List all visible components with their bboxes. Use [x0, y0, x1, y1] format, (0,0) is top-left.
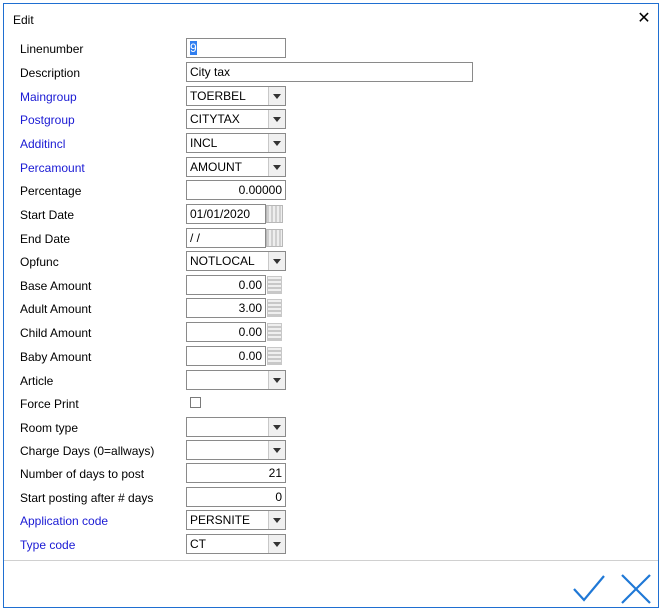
- opfunc-select[interactable]: [186, 251, 286, 271]
- charge-days-dropdown-button[interactable]: [268, 441, 285, 459]
- article-label: Article: [20, 374, 54, 388]
- postgroup-label: Postgroup: [20, 113, 75, 127]
- article-select[interactable]: [186, 370, 286, 390]
- maingroup-dropdown-button[interactable]: [268, 87, 285, 105]
- charge-days-select[interactable]: [186, 440, 286, 460]
- adult-amount-label: Adult Amount: [20, 302, 92, 316]
- percamount-value: AMOUNT: [190, 160, 242, 174]
- close-icon[interactable]: ✕: [637, 10, 651, 27]
- calendar-icon[interactable]: [266, 205, 283, 223]
- postgroup-dropdown-button[interactable]: [268, 110, 285, 128]
- linenumber-value: 9: [190, 41, 197, 55]
- room-type-select[interactable]: [186, 417, 286, 437]
- charge-days-label: Charge Days (0=allways): [20, 444, 155, 458]
- opfunc-value: NOTLOCAL: [190, 254, 255, 268]
- maingroup-select[interactable]: [186, 86, 286, 106]
- opfunc-dropdown-button[interactable]: [268, 252, 285, 270]
- force-print-checkbox[interactable]: [190, 397, 201, 408]
- x-icon: [618, 572, 654, 606]
- force-print-label: Force Print: [20, 397, 79, 411]
- cancel-button[interactable]: [618, 572, 654, 606]
- baby-amount-field[interactable]: 0.00: [186, 346, 266, 366]
- additincl-select[interactable]: [186, 133, 286, 153]
- description-label: Description: [20, 66, 81, 80]
- footer-divider: [4, 560, 658, 561]
- end-date-label: End Date: [20, 232, 71, 246]
- calculator-icon[interactable]: [267, 299, 282, 317]
- calculator-icon[interactable]: [267, 347, 282, 365]
- percamount-select[interactable]: [186, 157, 286, 177]
- base-amount-label: Base Amount: [20, 279, 92, 293]
- additincl-label: Additincl: [20, 137, 66, 151]
- chevron-down-icon: [273, 378, 281, 383]
- baby-amount-label: Baby Amount: [20, 350, 92, 364]
- application-code-dropdown-button[interactable]: [268, 511, 285, 529]
- calculator-icon[interactable]: [267, 276, 282, 294]
- application-code-value: PERSNITE: [190, 513, 251, 527]
- percentage-field[interactable]: 0.00000: [186, 180, 286, 200]
- dialog-title: Edit: [13, 13, 34, 27]
- type-code-dropdown-button[interactable]: [268, 535, 285, 553]
- calendar-icon[interactable]: [266, 229, 283, 247]
- start-posting-field[interactable]: 0: [186, 487, 286, 507]
- start-date-field[interactable]: 01/01/2020: [186, 204, 266, 224]
- postgroup-value: CITYTAX: [190, 112, 240, 126]
- chevron-down-icon: [273, 425, 281, 430]
- checkmark-icon: [571, 572, 607, 606]
- edit-dialog: [3, 3, 659, 608]
- base-amount-field[interactable]: 0.00: [186, 275, 266, 295]
- start-posting-label: Start posting after # days: [20, 491, 154, 505]
- type-code-value: CT: [190, 537, 206, 551]
- chevron-down-icon: [273, 259, 281, 264]
- type-code-label: Type code: [20, 538, 76, 552]
- ok-button[interactable]: [571, 572, 607, 606]
- maingroup-label: Maingroup: [20, 90, 77, 104]
- room-type-dropdown-button[interactable]: [268, 418, 285, 436]
- chevron-down-icon: [273, 141, 281, 146]
- type-code-select[interactable]: [186, 534, 286, 554]
- linenumber-label: Linenumber: [20, 42, 84, 56]
- percamount-dropdown-button[interactable]: [268, 158, 285, 176]
- chevron-down-icon: [273, 542, 281, 547]
- chevron-down-icon: [273, 117, 281, 122]
- chevron-down-icon: [273, 448, 281, 453]
- child-amount-label: Child Amount: [20, 326, 92, 340]
- description-field[interactable]: City tax: [186, 62, 473, 82]
- calculator-icon[interactable]: [267, 323, 282, 341]
- chevron-down-icon: [273, 94, 281, 99]
- end-date-field[interactable]: / /: [186, 228, 266, 248]
- adult-amount-field[interactable]: 3.00: [186, 298, 266, 318]
- linenumber-field[interactable]: [186, 38, 286, 58]
- additincl-dropdown-button[interactable]: [268, 134, 285, 152]
- percentage-label: Percentage: [20, 184, 82, 198]
- opfunc-label: Opfunc: [20, 255, 59, 269]
- room-type-label: Room type: [20, 421, 79, 435]
- percamount-label: Percamount: [20, 161, 85, 175]
- application-code-label: Application code: [20, 514, 109, 528]
- additincl-value: INCL: [190, 136, 218, 150]
- postgroup-select[interactable]: [186, 109, 286, 129]
- application-code-select[interactable]: [186, 510, 286, 530]
- article-dropdown-button[interactable]: [268, 371, 285, 389]
- chevron-down-icon: [273, 518, 281, 523]
- days-to-post-field[interactable]: 21: [186, 463, 286, 483]
- maingroup-value: TOERBEL: [190, 89, 246, 103]
- start-date-label: Start Date: [20, 208, 75, 222]
- child-amount-field[interactable]: 0.00: [186, 322, 266, 342]
- chevron-down-icon: [273, 165, 281, 170]
- days-to-post-label: Number of days to post: [20, 467, 145, 481]
